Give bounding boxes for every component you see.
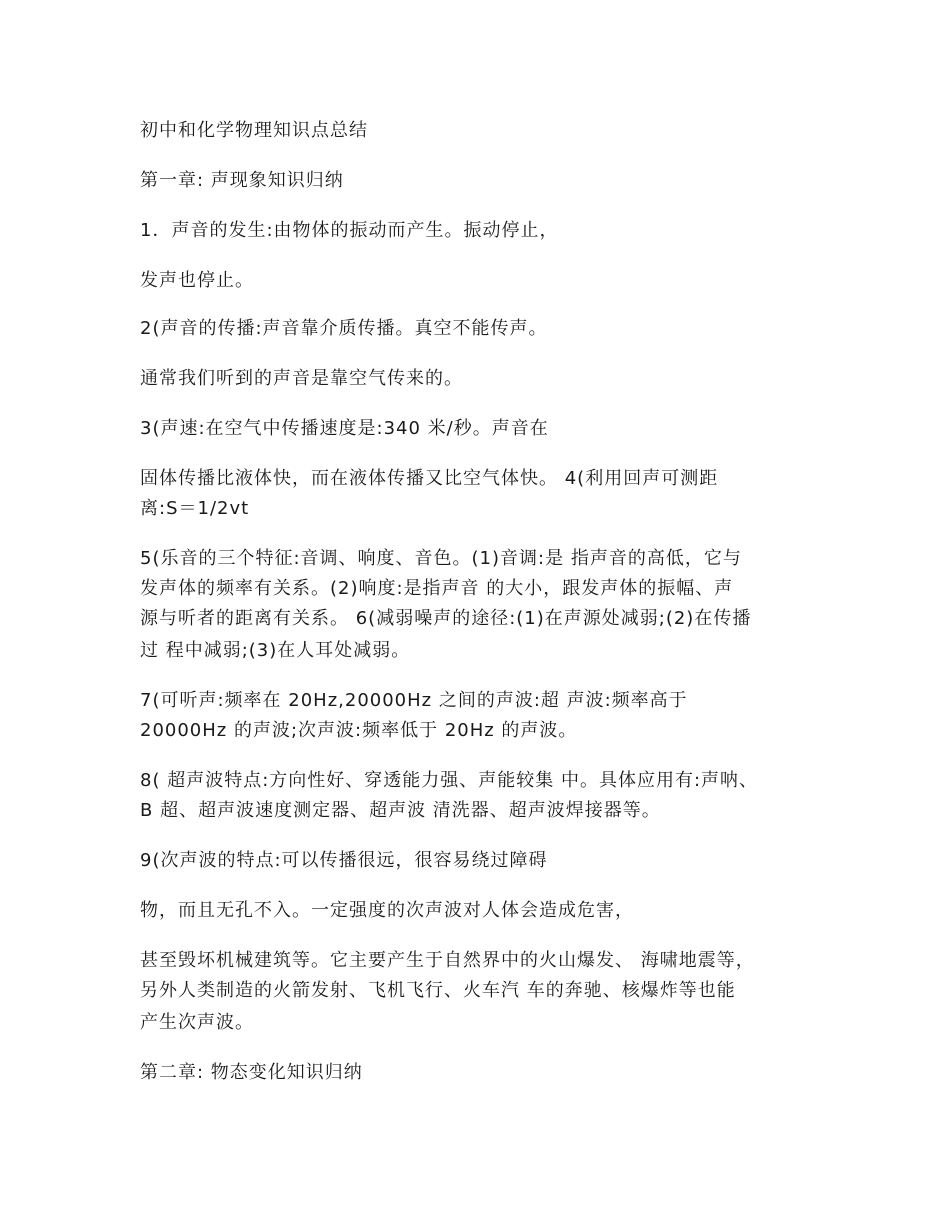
paragraph-line: 物，而且无孔不入。一定强度的次声波对人体会造成危害， — [140, 900, 634, 921]
paragraph-line: 7(可听声:频率在 20Hz,20000Hz 之间的声波:超 声波:频率高于 — [140, 690, 688, 711]
paragraph-line: 过 程中减弱;(3)在人耳处减弱。 — [140, 640, 411, 661]
paragraph-line: 甚至毁坏机械建筑等。它主要产生于自然界中的火山爆发、 海啸地震等， — [140, 950, 755, 971]
paragraph-line: 通常我们听到的声音是靠空气传来的。 — [140, 368, 463, 389]
paragraph-line: 5(乐音的三个特征:音调、响度、音色。(1)音调:是 指声音的高低，它与 — [140, 548, 742, 569]
paragraph-line: 源与听者的距离有关系。 6(减弱噪声的途径:(1)在声源处减弱;(2)在传播 — [140, 608, 752, 629]
chapter-heading-1: 第一章: 声现象知识归纳 — [140, 170, 344, 191]
paragraph-line: 产生次声波。 — [140, 1012, 254, 1033]
paragraph-line: 发声体的频率有关系。(2)响度:是指声音 的大小，跟发声体的振幅、声 — [140, 578, 734, 599]
chapter-heading-2: 第二章: 物态变化知识归纳 — [140, 1062, 363, 1083]
paragraph-line: 2(声音的传播:声音靠介质传播。真空不能传声。 — [140, 318, 548, 339]
paragraph-line: 20000Hz 的声波;次声波:频率低于 20Hz 的声波。 — [140, 720, 578, 741]
paragraph-line: 1．声音的发生:由物体的振动而产生。振动停止， — [140, 220, 559, 241]
paragraph-line: 9(次声波的特点:可以传播很远，很容易绕过障碍 — [140, 850, 548, 871]
paragraph-line: 3(声速:在空气中传播速度是:340 米/秒。声音在 — [140, 418, 549, 439]
paragraph-line: 8( 超声波特点:方向性好、穿透能力强、声能较集 中。具体应用有:声呐、 — [140, 770, 759, 791]
paragraph-line: 固体传播比液体快，而在液体传播又比空气体快。 4(利用回声可测距 — [140, 468, 719, 489]
document-title: 初中和化学物理知识点总结 — [140, 120, 368, 141]
paragraph-line: 发声也停止。 — [140, 270, 254, 291]
paragraph-line: 另外人类制造的火箭发射、飞机飞行、火车汽 车的奔驰、核爆炸等也能 — [140, 980, 736, 1001]
paragraph-line: B 超、超声波速度测定器、超声波 清洗器、超声波焊接器等。 — [140, 800, 661, 821]
paragraph-line: 离:S＝1/2vt — [140, 498, 250, 519]
